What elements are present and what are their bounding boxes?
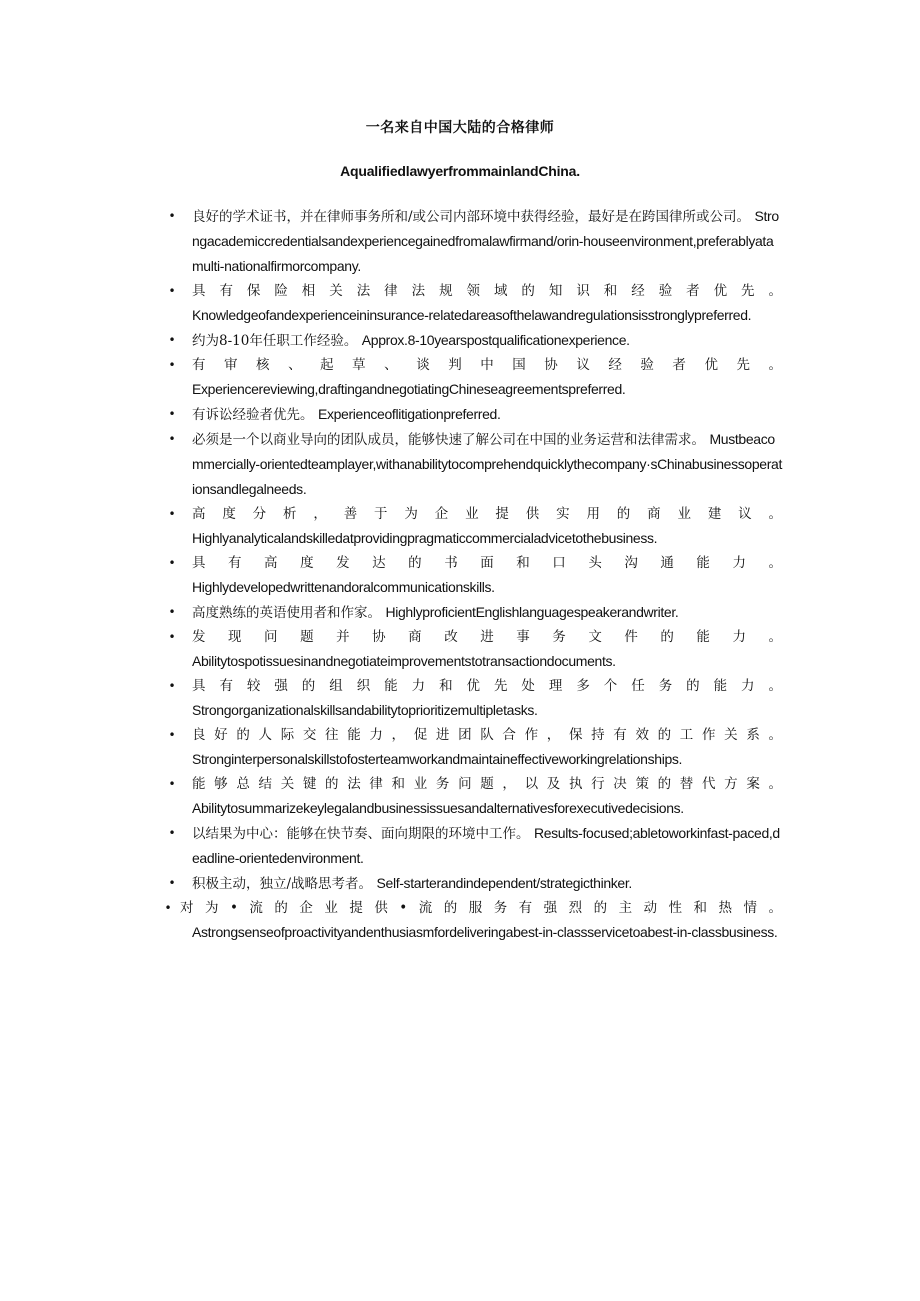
item-text-english: Strongacademiccredentialsandexperiencegainedfromalawfirmand/orin-houseenvironment,preferablyatamulti-nationalfirmorcompany. bbox=[192, 208, 779, 274]
list-item bbox=[0, 772, 782, 821]
item-text-chinese: 高度分析，善于为企业提供实用的商业建议。 bbox=[192, 506, 782, 522]
item-text-chinese: 约为8-10年任职工作经验。 bbox=[192, 333, 358, 349]
item-text-english: Self-starterandindependent/strategicthinker. bbox=[376, 875, 632, 891]
list-item bbox=[0, 723, 782, 772]
item-text-english: Approx.8-10yearspostqualificationexperience. bbox=[361, 332, 630, 348]
item-text-english: Experiencereviewing,draftingandnegotiatingChineseagreementspreferred. bbox=[192, 381, 626, 397]
item-text-chinese: 具有高度发达的书面和口头沟通能力。 bbox=[192, 555, 782, 571]
item-text-english: Experienceoflitigationpreferred. bbox=[317, 406, 501, 422]
item-text-english: Abilitytospotissuesinandnegotiateimprovementstotransactiondocuments. bbox=[192, 653, 616, 669]
item-text-chinese: 能够总结关键的法律和业务问题，以及执行决策的替代方案。 bbox=[192, 776, 782, 792]
bullet-icon: • bbox=[168, 507, 176, 521]
document-title-chinese: 一名来自中国大陆的合格律师 bbox=[365, 120, 555, 136]
item-text-english: Stronginterpersonalskillstofosterteamworkandmaintaineffectiveworkingrelationships. bbox=[192, 751, 683, 767]
item-text-english: Knowledgeofandexperienceininsurance-relatedareasofthelawandregulationsisstronglypreferred. bbox=[192, 307, 752, 323]
item-text-english: Highlydevelopedwrittenandoralcommunicationskills. bbox=[192, 579, 495, 595]
bullet-icon: • bbox=[168, 630, 176, 644]
list-item bbox=[0, 402, 782, 427]
item-text-chinese: 积极主动，独立/战略思考者。 bbox=[192, 876, 373, 892]
document-title-english: AqualifiedlawyerfrommainlandChina. bbox=[340, 163, 580, 179]
bullet-icon: • bbox=[168, 556, 176, 570]
item-text-chinese: 高度熟练的英语使用者和作家。 bbox=[192, 605, 381, 621]
bullet-icon: • bbox=[168, 333, 176, 347]
list-item bbox=[0, 896, 782, 944]
list-item bbox=[0, 279, 782, 328]
item-text-english: Mustbeacommercially-orientedteamplayer,withanabilitytocomprehendquicklythecompany·sChinabusinessoperationsandlegalneeds. bbox=[192, 431, 782, 497]
item-text-chinese: 良好的学术证书，并在律师事务所和/或公司内部环境中获得经验，最好是在跨国律所或公司。 bbox=[192, 209, 751, 225]
item-text-chinese: 以结果为中心：能够在快节奏、面向期限的环境中工作。 bbox=[192, 826, 530, 842]
item-text-english: HighlyproficientEnglishlanguagespeakerandwriter. bbox=[385, 604, 679, 620]
bullet-icon: • bbox=[168, 728, 176, 742]
bullet-icon: • bbox=[168, 826, 176, 840]
bullet-icon: • bbox=[168, 679, 176, 693]
item-text-chinese: 有审核、起草、谈判中国协议经验者优先。 bbox=[192, 357, 782, 373]
item-text-chinese: 有诉讼经验者优先。 bbox=[192, 407, 314, 423]
bullet-icon: • bbox=[168, 209, 176, 223]
item-text-english: Results-focused;abletoworkinfast-paced,deadline-orientedenvironment. bbox=[192, 825, 780, 866]
item-text-chinese: 具有较强的组织能力和优先处理多个任务的能力。 bbox=[192, 678, 782, 694]
list-item bbox=[0, 625, 782, 674]
bullet-icon: • bbox=[168, 407, 176, 421]
bullet-icon: • bbox=[168, 432, 176, 446]
item-text-chinese: 对为•流的企业提供•流的服务有强烈的主动性和热情。 bbox=[180, 900, 782, 916]
bullet-icon: • bbox=[168, 777, 176, 791]
bullet-icon: • bbox=[168, 605, 176, 619]
requirements-list bbox=[0, 204, 920, 944]
item-text-chinese: 良好的人际交往能力，促进团队合作，保持有效的工作关系。 bbox=[192, 727, 782, 743]
item-text-english: Abilitytosummarizekeylegalandbusinessissuesandalternativesforexecutivedecisions. bbox=[192, 800, 684, 816]
list-item bbox=[0, 674, 782, 723]
bullet-icon: • bbox=[168, 358, 176, 372]
list-item bbox=[0, 427, 782, 502]
list-item bbox=[0, 871, 782, 896]
bullet-icon: • bbox=[168, 876, 176, 890]
item-text-chinese: 具有保险相关法律法规领域的知识和经验者优先。 bbox=[192, 283, 782, 299]
item-text-english: Highlyanalyticalandskilledatprovidingpragmaticcommercialadvicetothebusiness. bbox=[192, 530, 658, 546]
list-item bbox=[0, 502, 782, 551]
item-text-chinese: 必须是一个以商业导向的团队成员，能够快速了解公司在中国的业务运营和法律需求。 bbox=[192, 432, 705, 448]
item-text-english: Strongorganizationalskillsandabilitytoprioritizemultipletasks. bbox=[192, 702, 538, 718]
item-text-chinese: 发现问题并协商改进事务文件的能力。 bbox=[192, 629, 782, 645]
list-item bbox=[0, 600, 782, 625]
item-text-english: Astrongsenseofproactivityandenthusiasmfordeliveringabest-in-classservicetoabest-in-classbusiness. bbox=[192, 924, 778, 940]
list-item bbox=[0, 821, 782, 871]
bullet-icon: • bbox=[168, 284, 176, 298]
list-item bbox=[0, 328, 782, 353]
list-item bbox=[0, 204, 782, 279]
list-item bbox=[0, 551, 782, 600]
bullet-icon: • bbox=[164, 901, 172, 915]
list-item bbox=[0, 353, 782, 402]
